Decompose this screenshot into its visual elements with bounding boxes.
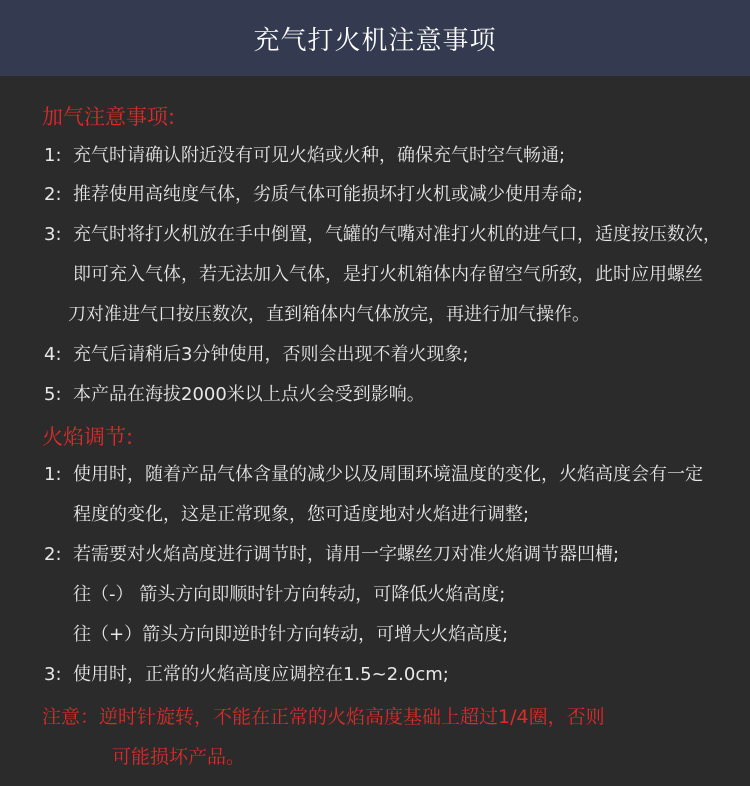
list-item-1-num: 1: (44, 145, 62, 166)
flame-item-3-text: 使用时，正常的火焰高度应调控在1.5~2.0cm; (73, 664, 449, 685)
list-item-5-text: 本产品在海拔2000米以上点火会受到影响。 (73, 384, 425, 405)
warning-note-line1: 注意：逆时针旋转，不能在正常的火焰高度基础上超过1/4圈，否则 (42, 706, 605, 728)
list-item-3-num: 3: (44, 224, 62, 245)
list-item-2-num: 2: (44, 184, 62, 205)
warning-note-line2: 可能损坏产品。 (112, 746, 246, 768)
flame-item-1-text-line1: 使用时，随着产品气体含量的减少以及周围环境温度的变化，火焰高度会有一定 (73, 464, 703, 485)
list-item-4-text: 充气后请稍后3分钟使用，否则会出现不着火现象; (73, 344, 469, 365)
list-item-4-num: 4: (44, 344, 62, 365)
list-item-1-text: 充气时请确认附近没有可见火焰或火种，确保充气时空气畅通; (73, 145, 566, 166)
flame-item-1-text-line2: 程度的变化，这是正常现象，您可适度地对火焰进行调整; (73, 504, 530, 525)
page-title: 充气打火机注意事项 (253, 25, 497, 56)
list-item-3-text-line2: 即可充入气体，若无法加入气体，是打火机箱体内存留空气所致，此时应用螺丝 (73, 264, 703, 285)
list-item-5-num: 5: (44, 384, 62, 405)
flame-item-2-num: 2: (44, 544, 62, 565)
flame-item-3-num: 3: (44, 664, 62, 685)
section-heading-flame-adjust: 火焰调节: (42, 425, 134, 449)
flame-item-2-text-line2: 往（-） 箭头方向即顺时针方向转动，可降低火焰高度; (73, 584, 506, 605)
list-item-3-text-line1: 充气时将打火机放在手中倒置，气罐的气嘴对准打火机的进气口，适度按压数次， (73, 224, 721, 245)
section-heading-gas-filling: 加气注意事项: (42, 105, 176, 129)
flame-item-2-text-line1: 若需要对火焰高度进行调节时，请用一字螺丝刀对准火焰调节器凹槽; (73, 544, 620, 565)
flame-item-2-text-line3: 往（+）箭头方向即逆时针方向转动，可增大火焰高度; (73, 624, 509, 645)
flame-item-1-num: 1: (44, 464, 62, 485)
list-item-3-text-line3: 刀对准进气口按压数次，直到箱体内气体放完，再进行加气操作。 (68, 304, 590, 325)
header-banner (0, 0, 750, 76)
list-item-2-text: 推荐使用高纯度气体，劣质气体可能损坏打火机或减少使用寿命; (73, 184, 584, 205)
